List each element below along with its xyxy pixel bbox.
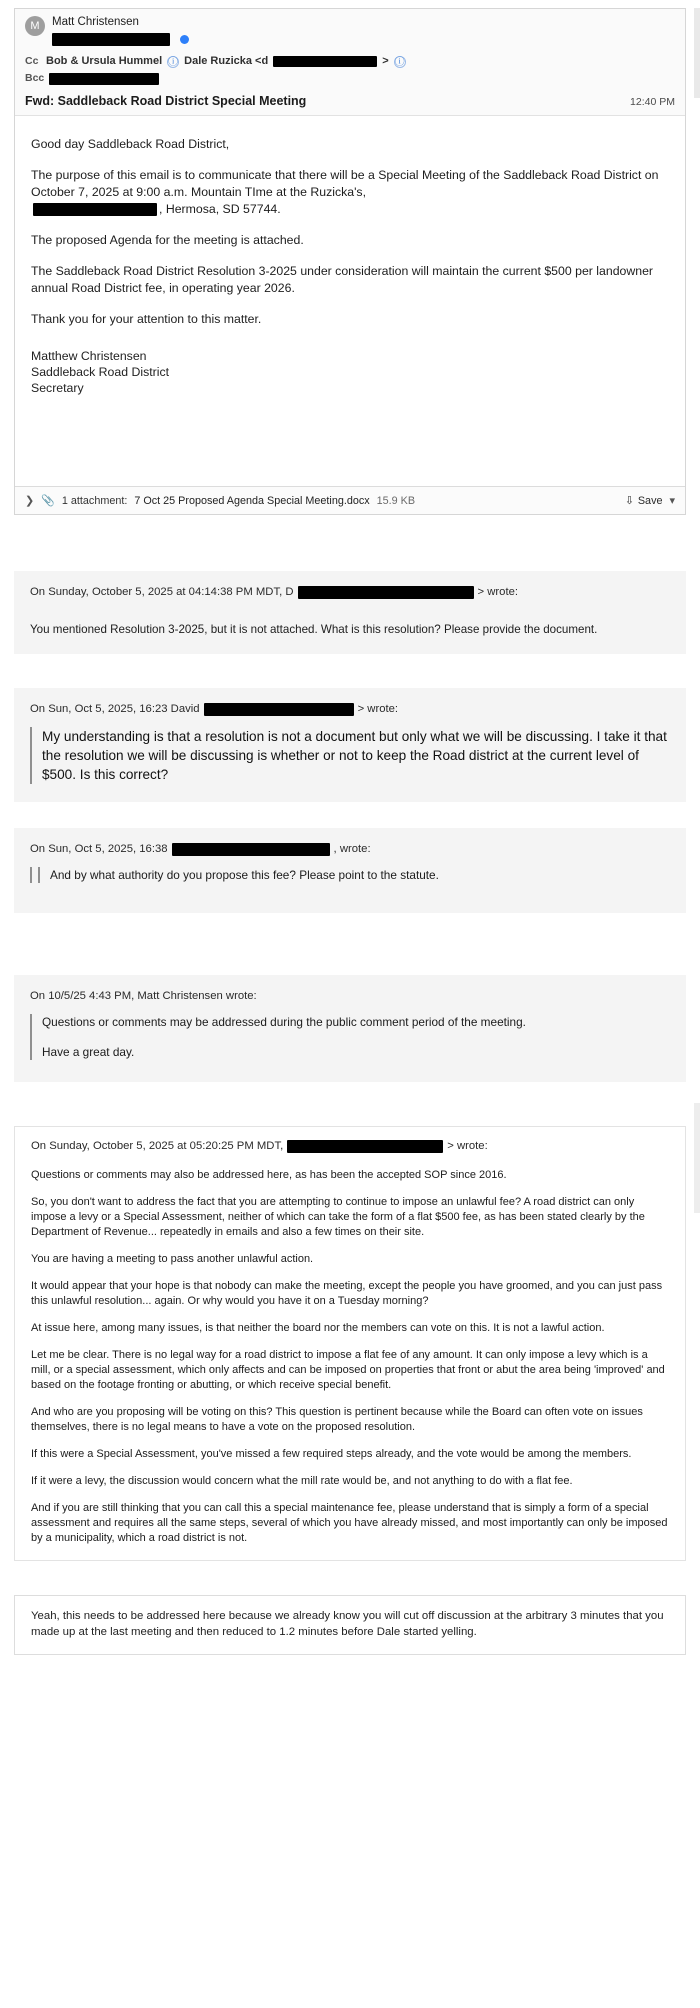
reply-1-attribution	[30, 585, 670, 600]
long-reply-paragraph-10: And if you are still thinking that you can call this a special maintenance fee, please understand that is simply a form of a special assessment and requires all the same steps, several of which you have already missed, and most importantly can only be imposed by a municipality, which a road district is not.	[31, 1502, 668, 1544]
signature-org: Saddleback Road District	[31, 365, 170, 379]
reply-3-attribution	[30, 842, 670, 857]
sender-name: Matt Christensen	[52, 16, 139, 28]
presence-dot-icon	[180, 35, 189, 44]
body-paragraph-1-tail: , Hermosa, SD 57744.	[159, 202, 281, 216]
long-reply-paragraph-5: At issue here, among many issues, is that neither the board nor the members can vote on this. It is not a lawful action.	[31, 1322, 605, 1334]
reply-block-1	[14, 571, 686, 654]
body-paragraph-2: The proposed Agenda for the meeting is attached.	[31, 233, 304, 247]
reply-1-attribution-pre: On Sunday, October 5, 2025 at 04:14:38 PM MDT, D	[30, 586, 294, 598]
long-reply-paragraph-4: It would appear that your hope is that nobody can make the meeting, except the people you have groomed, and you can just pass this unlawful resolution... again. Or why would you have it on a Tuesday morning?	[31, 1280, 663, 1307]
reply-3-attribution-pre: On Sun, Oct 5, 2025, 16:38	[30, 843, 168, 855]
email-body	[15, 116, 685, 486]
signature	[31, 348, 669, 396]
final-reply-block	[14, 1595, 686, 1655]
redacted-reply-2-address	[204, 703, 354, 716]
signature-name: Matthew Christensen	[31, 349, 147, 363]
download-icon: ⇩	[624, 495, 634, 507]
reply-block-3	[14, 828, 686, 913]
attachment-size: 15.9 KB	[376, 494, 416, 507]
reply-4-quote	[30, 1014, 670, 1060]
email-header	[15, 9, 685, 89]
long-reply-block	[14, 1126, 686, 1561]
attachment-bar	[15, 486, 685, 514]
save-dropdown-chevron-icon[interactable]: ▾	[669, 495, 675, 507]
body-paragraph-3: The Saddleback Road District Resolution 3-2025 under consideration will maintain the current $500 per landowner annual Road District fee, in operating year 2026.	[31, 264, 654, 295]
email-subject: Fwd: Saddleback Road District Special Meeting	[25, 94, 307, 108]
redacted-sender-address	[52, 33, 170, 46]
paperclip-icon: 📎	[41, 495, 55, 507]
cc-recipient-2-tail: >	[382, 55, 389, 67]
redacted-bcc-address	[49, 73, 159, 85]
save-attachment-button[interactable]	[625, 494, 663, 507]
contact-info-icon[interactable]: ⓘ	[168, 56, 179, 68]
redacted-address	[33, 203, 157, 216]
reply-2-attribution-pre: On Sun, Oct 5, 2025, 16:23 David	[30, 703, 200, 715]
signature-title: Secretary	[31, 381, 84, 395]
redacted-reply-1-address	[298, 586, 474, 599]
bcc-row	[25, 70, 675, 87]
reply-1-text: You mentioned Resolution 3-2025, but it is not attached. What is this resolution? Please provide the document.	[30, 623, 598, 636]
scrollbar-top[interactable]	[694, 8, 700, 98]
reply-block-4	[14, 975, 686, 1082]
avatar: M	[25, 16, 45, 36]
reply-2-attribution	[30, 702, 670, 717]
long-reply-paragraph-1: Questions or comments may also be addressed here, as has been the accepted SOP since 2016.	[31, 1169, 507, 1181]
scrollbar-long-reply[interactable]	[694, 1103, 700, 1213]
body-paragraph-1-text: The purpose of this email is to communicate that there will be a Special Meeting of the Saddleback Road District on October 7, 2025 at 9:00 a.m. Mountain TIme at the Ruzicka's,	[31, 168, 659, 199]
body-greeting: Good day Saddleback Road District,	[31, 137, 230, 151]
reply-3-attribution-post: , wrote:	[333, 843, 371, 855]
reply-block-2	[14, 688, 686, 802]
cc-label: Cc	[25, 55, 39, 67]
cc-row	[25, 53, 675, 70]
attachment-count-label: 1 attachment:	[61, 494, 128, 507]
redacted-long-reply-address	[287, 1140, 443, 1153]
cc-recipient-2[interactable]: Dale Ruzicka <d	[184, 55, 269, 67]
final-reply-text: Yeah, this needs to be addressed here because we already know you will cut off discussion at the arbitrary 3 minutes that you made up at the last meeting and then reduced to 1.2 minutes before Dale started yelling.	[31, 1610, 664, 1638]
reply-3-quote	[30, 867, 670, 883]
long-reply-paragraph-2: So, you don't want to address the fact that you are attempting to continue to impose an unlawful fee? A road district can only impose a levy or a Special Assessment, neither of which can take the form of a flat $500 fee, as has been stated clearly by the Department of Revenue... repeatedly in emails and also a few times on their site.	[31, 1196, 645, 1238]
long-reply-paragraph-8: If this were a Special Assessment, you've missed a few required steps already, and the vote would be among the members.	[31, 1448, 632, 1460]
email-card	[14, 8, 686, 515]
bcc-label: Bcc	[25, 72, 45, 84]
reply-4-text-2: Have a great day.	[42, 1045, 135, 1059]
reply-3-text: And by what authority do you propose this fee? Please point to the statute.	[50, 868, 439, 882]
reply-4-text-1: Questions or comments may be addressed during the public comment period of the meeting.	[42, 1015, 526, 1029]
long-reply-paragraph-7: And who are you proposing will be voting on this? This question is pertinent because while the Board can often vote on issues themselves, there is no legal means to have a vote on the proposed resolution.	[31, 1406, 643, 1433]
reply-1-attribution-post: > wrote:	[477, 586, 519, 598]
long-reply-paragraph-9: If it were a levy, the discussion would concern what the mill rate would be, and not anything to do with a flat fee.	[31, 1475, 573, 1487]
long-reply-attribution-pre: On Sunday, October 5, 2025 at 05:20:25 PM MDT,	[31, 1140, 284, 1152]
cc-recipient-1[interactable]: Bob & Ursula Hummel	[46, 55, 163, 67]
reply-2-text: My understanding is that a resolution is not a document but only what we will be discussing. I take it that the resolution we will be discussing is whether or not to keep the Road district at the current level of $500. Is this correct?	[42, 729, 667, 782]
save-label: Save	[637, 494, 663, 507]
expand-chevron-icon[interactable]: ❯	[25, 495, 35, 507]
long-reply-attribution-post: > wrote:	[447, 1140, 488, 1152]
long-reply-paragraph-6: Let me be clear. There is no legal way for a road district to impose a flat fee of any amount. It can only impose a levy which is a mill, or a special assessment, which only affects and can be imposed on properties that front or abut the area being 'improved' and based on the footage fronting or abutting, or which receive special benefit.	[31, 1349, 665, 1391]
attachment-name[interactable]: 7 Oct 25 Proposed Agenda Special Meeting.docx	[134, 494, 370, 507]
contact-info-icon-2[interactable]: ⓘ	[394, 56, 405, 68]
long-reply-attribution	[31, 1139, 669, 1154]
reply-4-attribution: On 10/5/25 4:43 PM, Matt Christensen wrote:	[30, 990, 257, 1002]
from-row	[25, 15, 675, 49]
reply-2-quote	[30, 727, 670, 784]
body-paragraph-4: Thank you for your attention to this matter.	[31, 312, 262, 326]
subject-row	[15, 89, 685, 116]
redacted-reply-3-address	[172, 843, 330, 856]
long-reply-paragraph-3: You are having a meeting to pass another unlawful action.	[31, 1253, 314, 1265]
body-paragraph-1	[31, 167, 669, 218]
reply-2-attribution-post: > wrote:	[357, 703, 399, 715]
email-timestamp: 12:40 PM	[630, 96, 675, 108]
redacted-cc-address	[273, 56, 377, 67]
